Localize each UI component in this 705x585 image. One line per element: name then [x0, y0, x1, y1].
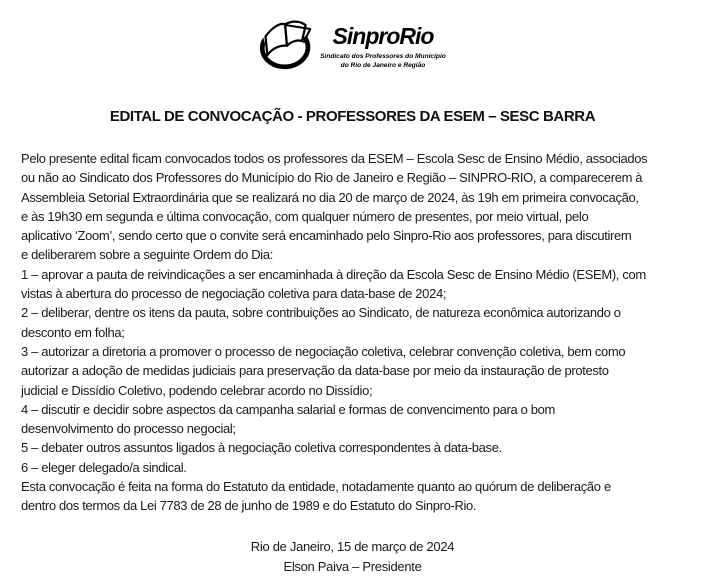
body-line: 6 – eleger delegado/a sindical. [21, 459, 187, 475]
body-line: e deliberarem sobre a seguinte Ordem do Dia: [21, 247, 273, 263]
body-line: aplicativo ‘Zoom’, sendo certo que o convite será encaminhado pelo Sinpro-Rio aos professores, para discutirem [21, 228, 632, 244]
body-line: 5 – debater outros assuntos ligados à negociação coletiva correspondentes à data-base. [21, 440, 502, 456]
document-title: EDITAL DE CONVOCAÇÃO - PROFESSORES DA ESEM – SESC BARRA [109, 108, 596, 125]
body-line: desenvolvimento do processo negocial; [21, 421, 236, 437]
body-line: 3 – autorizar a diretoria a promover o processo de negociação coletiva, celebrar convenção coletiva, bem como [21, 343, 626, 359]
body-line: 2 – deliberar, dentre os itens da pauta, sobre contribuições ao Sindicato, de natureza econômica autorizando o [21, 305, 621, 321]
body-line: Assembleia Setorial Extraordinária que se realizará no dia 20 de março de 2024, às 19h em primeira convocação, [21, 189, 639, 205]
body-line: Esta convocação é feita na forma do Estatuto da entidade, notadamente quanto ao quórum de deliberação e [21, 479, 611, 495]
body-line: judicial e Dissídio Coletivo, podendo celebrar acordo no Dissídio; [21, 382, 373, 398]
body-line: ou não ao Sindicato dos Professores do Município do Rio de Janeiro e Região – SINPRO-RIO, a comparecerem à [21, 170, 643, 186]
body-line: Pelo presente edital ficam convocados todos os professores da ESEM – Escola Sesc de Ensino Médio, associados [21, 151, 648, 166]
body-line: e às 19h30 em segunda e última convocação, com qualquer número de presentes, por meio virtual, pelo [21, 208, 589, 224]
body-line: 1 – aprovar a pauta de reivindicações a ser encaminhada à direção da Escola Sesc de Ensino Médio (ESEM), com [21, 266, 646, 282]
logo-wordmark: SinproRio [332, 23, 434, 49]
sinpro-rio-logo [0, 10, 705, 74]
open-book-in-circle-icon [259, 12, 315, 74]
document-footer [0, 537, 705, 577]
document-body [21, 149, 705, 516]
body-line: 4 – discutir e decidir sobre aspectos da campanha salarial e formas de convencimento para o bom [21, 401, 556, 417]
logo-tagline-line2: do Rio de Janeiro e Região [340, 62, 426, 69]
body-line: autorizar a adoção de medidas judiciais para preservação da data-base por meio da instauração de protesto [21, 363, 609, 379]
body-line: desconto em folha; [21, 324, 125, 340]
body-line: vistas à abertura do processo de negociação coletiva para data-base de 2024; [21, 286, 447, 302]
logo-tagline [320, 52, 446, 70]
body-line: dentro dos termos da Lei 7783 de 28 de junho de 1989 e do Estatuto do Sinpro-Rio. [21, 498, 477, 514]
logo-text-column [320, 25, 446, 70]
footer-dateline: Rio de Janeiro, 15 de março de 2024 [250, 539, 455, 554]
footer-signature: Elson Paiva – Presidente [283, 559, 422, 574]
logo-tagline-line1: Sindicato dos Professores do Município [320, 53, 446, 60]
